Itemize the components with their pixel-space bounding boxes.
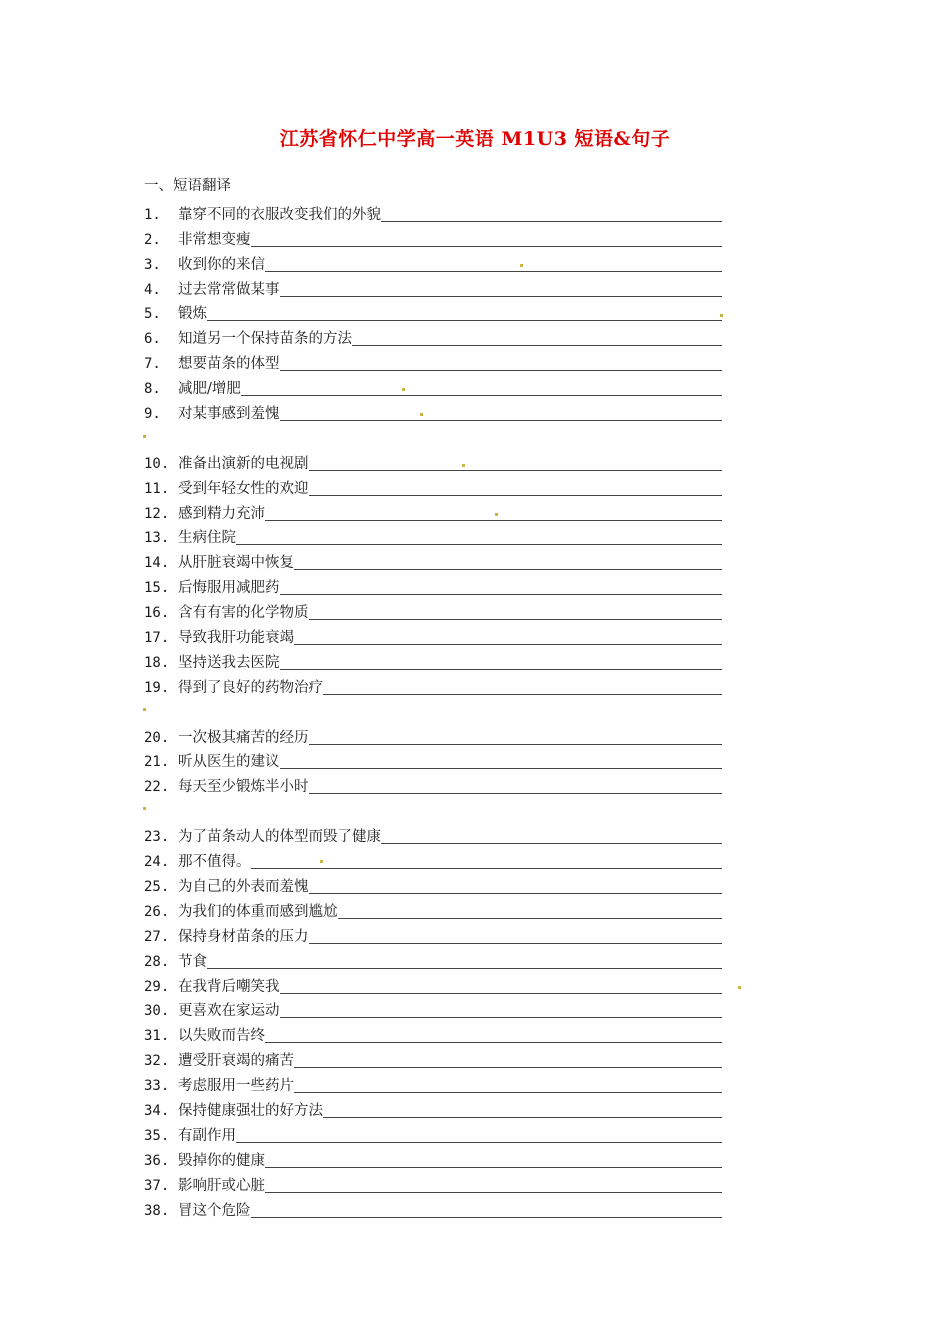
item-number: 15. — [144, 580, 170, 597]
answer-blank[interactable] — [265, 256, 722, 272]
list-item — [144, 896, 744, 921]
item-text: 节食 — [178, 953, 207, 970]
item-number: 26. — [144, 903, 170, 920]
list-item — [144, 1045, 744, 1070]
item-text: 生病住院 — [178, 530, 236, 547]
item-number: 28. — [144, 953, 170, 970]
item-text: 保持身材苗条的压力 — [178, 928, 309, 945]
item-text: 得到了良好的药物治疗 — [178, 679, 323, 696]
item-text: 含有有害的化学物质 — [178, 605, 309, 622]
item-number: 18. — [144, 654, 170, 671]
scan-speck — [720, 314, 723, 317]
scan-speck — [495, 513, 498, 516]
list-item — [144, 1120, 744, 1145]
item-text: 坚持送我去医院 — [178, 654, 280, 671]
item-number: 32. — [144, 1053, 170, 1070]
item-number: 38. — [144, 1202, 170, 1219]
list-item — [144, 1070, 744, 1095]
list-item — [144, 996, 744, 1021]
list-item — [144, 523, 744, 548]
answer-blank[interactable] — [207, 305, 722, 321]
answer-blank[interactable] — [294, 1077, 722, 1093]
item-number: 7. — [144, 356, 161, 373]
answer-blank[interactable] — [280, 281, 722, 297]
item-text: 那不值得。 — [178, 854, 251, 871]
answer-blank[interactable] — [294, 1052, 722, 1068]
item-text: 以失败而告终 — [178, 1028, 265, 1045]
list-item — [144, 1170, 744, 1195]
answer-blank[interactable] — [381, 828, 722, 844]
list-item — [144, 498, 744, 523]
answer-blank[interactable] — [236, 1127, 722, 1143]
list-item — [144, 771, 744, 796]
answer-blank[interactable] — [338, 903, 722, 919]
scan-speck — [143, 435, 146, 438]
list-item — [144, 274, 744, 299]
answer-blank[interactable] — [309, 928, 722, 944]
answer-blank[interactable] — [309, 778, 722, 794]
item-text: 从肝脏衰竭中恢复 — [178, 555, 294, 572]
item-text: 过去常常做某事 — [178, 281, 280, 298]
list-item — [144, 1145, 744, 1170]
item-text: 感到精力充沛 — [178, 505, 265, 522]
item-number: 19. — [144, 679, 170, 696]
answer-blank[interactable] — [294, 629, 722, 645]
answer-blank[interactable] — [251, 231, 722, 247]
list-item — [144, 348, 744, 373]
item-text: 后悔服用减肥药 — [178, 580, 280, 597]
answer-blank[interactable] — [323, 679, 722, 695]
list-item — [144, 448, 744, 473]
page-title: 江苏省怀仁中学高一英语 M1U3 短语&句子 — [279, 128, 671, 150]
list-item — [144, 672, 744, 697]
answer-blank[interactable] — [265, 1027, 722, 1043]
item-number: 17. — [144, 630, 170, 647]
list-item — [144, 871, 744, 896]
list-item — [144, 946, 744, 971]
item-text: 知道另一个保持苗条的方法 — [178, 331, 352, 348]
item-text: 减肥/增肥 — [178, 381, 241, 398]
item-number: 33. — [144, 1078, 170, 1095]
answer-blank[interactable] — [352, 330, 722, 346]
answer-blank[interactable] — [280, 579, 722, 595]
item-number: 29. — [144, 978, 170, 995]
answer-blank[interactable] — [309, 878, 722, 894]
item-number: 30. — [144, 1003, 170, 1020]
item-text: 收到你的来信 — [178, 256, 265, 273]
list-item — [144, 572, 744, 597]
item-text: 每天至少锻炼半小时 — [178, 779, 309, 796]
item-number: 2. — [144, 231, 161, 248]
item-number: 13. — [144, 530, 170, 547]
item-number: 34. — [144, 1102, 170, 1119]
item-number: 31. — [144, 1028, 170, 1045]
item-number: 12. — [144, 505, 170, 522]
item-text: 毁掉你的健康 — [178, 1152, 265, 1169]
item-number: 24. — [144, 854, 170, 871]
item-number: 5. — [144, 306, 161, 323]
item-text: 在我背后嘲笑我 — [178, 978, 280, 995]
answer-blank[interactable] — [241, 380, 722, 396]
item-text: 准备出演新的电视剧 — [178, 455, 309, 472]
item-number: 4. — [144, 281, 161, 298]
list-item — [144, 722, 744, 747]
list-item — [144, 747, 744, 772]
item-number: 37. — [144, 1177, 170, 1194]
answer-blank[interactable] — [265, 505, 722, 521]
list-item — [144, 398, 744, 423]
answer-blank[interactable] — [265, 1152, 722, 1168]
item-number: 8. — [144, 381, 161, 398]
item-number: 20. — [144, 729, 170, 746]
list-item — [144, 299, 744, 324]
answer-blank[interactable] — [323, 1102, 722, 1118]
list-item — [144, 249, 744, 274]
answer-blank[interactable] — [309, 455, 722, 471]
answer-blank[interactable] — [280, 654, 722, 670]
item-number: 35. — [144, 1127, 170, 1144]
list-item — [144, 224, 744, 249]
answer-blank[interactable] — [280, 753, 722, 769]
item-text: 考虑服用一些药片 — [178, 1078, 294, 1095]
list-item — [144, 846, 744, 871]
scan-speck — [320, 860, 323, 863]
item-text: 遭受肝衰竭的痛苦 — [178, 1053, 294, 1070]
answer-blank[interactable] — [381, 206, 722, 222]
item-text: 影响肝或心脏 — [178, 1177, 265, 1194]
item-text: 有副作用 — [178, 1127, 236, 1144]
answer-blank[interactable] — [265, 1177, 722, 1193]
item-number: 3. — [144, 256, 161, 273]
item-text: 锻炼 — [178, 306, 207, 323]
list-item — [144, 323, 744, 348]
answer-blank[interactable] — [280, 978, 722, 994]
list-item — [144, 921, 744, 946]
list-item — [144, 1020, 744, 1045]
scan-speck — [738, 986, 741, 989]
item-text: 受到年轻女性的欢迎 — [178, 480, 309, 497]
item-number: 25. — [144, 878, 170, 895]
answer-blank[interactable] — [207, 953, 722, 969]
answer-blank[interactable] — [280, 355, 722, 371]
item-text: 为了苗条动人的体型而毁了健康 — [178, 829, 381, 846]
list-item — [144, 971, 744, 996]
list-item — [144, 199, 744, 224]
item-number: 21. — [144, 754, 170, 771]
answer-blank[interactable] — [309, 480, 722, 496]
section-heading: 一、短语翻译 — [144, 178, 231, 194]
item-number: 14. — [144, 555, 170, 572]
scan-speck — [402, 388, 405, 391]
item-text: 非常想变瘦 — [178, 231, 251, 248]
item-text: 更喜欢在家运动 — [178, 1003, 280, 1020]
list-item — [144, 1195, 744, 1220]
item-number: 23. — [144, 829, 170, 846]
phrase-translation-list — [144, 199, 744, 1220]
item-number: 36. — [144, 1152, 170, 1169]
item-text: 导致我肝功能衰竭 — [178, 630, 294, 647]
answer-blank[interactable] — [280, 1002, 722, 1018]
list-item — [144, 473, 744, 498]
scan-speck — [520, 264, 523, 267]
list-item — [144, 547, 744, 572]
item-text: 靠穿不同的衣服改变我们的外貌 — [178, 206, 381, 223]
item-number: 27. — [144, 928, 170, 945]
answer-blank[interactable] — [280, 405, 722, 421]
item-text: 一次极其痛苦的经历 — [178, 729, 309, 746]
answer-blank[interactable] — [294, 554, 722, 570]
scan-speck — [462, 464, 465, 467]
item-number: 6. — [144, 331, 161, 348]
list-item — [144, 622, 744, 647]
list-item — [144, 647, 744, 672]
item-text: 保持健康强壮的好方法 — [178, 1102, 323, 1119]
item-number: 1. — [144, 206, 161, 223]
answer-blank[interactable] — [309, 604, 722, 620]
scan-speck — [143, 807, 146, 810]
item-number: 16. — [144, 605, 170, 622]
list-item — [144, 821, 744, 846]
list-item — [144, 373, 744, 398]
item-text: 为我们的体重而感到尴尬 — [178, 903, 338, 920]
item-text: 为自己的外表而羞愧 — [178, 878, 309, 895]
item-text: 想要苗条的体型 — [178, 356, 280, 373]
item-number: 22. — [144, 779, 170, 796]
answer-blank[interactable] — [309, 729, 722, 745]
answer-blank[interactable] — [236, 529, 722, 545]
item-text: 听从医生的建议 — [178, 754, 280, 771]
item-text: 冒这个危险 — [178, 1202, 251, 1219]
answer-blank[interactable] — [251, 1202, 722, 1218]
scan-speck — [420, 413, 423, 416]
item-text: 对某事感到羞愧 — [178, 406, 280, 423]
item-number: 9. — [144, 406, 161, 423]
item-number: 11. — [144, 480, 170, 497]
list-item — [144, 1095, 744, 1120]
item-number: 10. — [144, 455, 170, 472]
list-item — [144, 597, 744, 622]
scan-speck — [143, 708, 146, 711]
